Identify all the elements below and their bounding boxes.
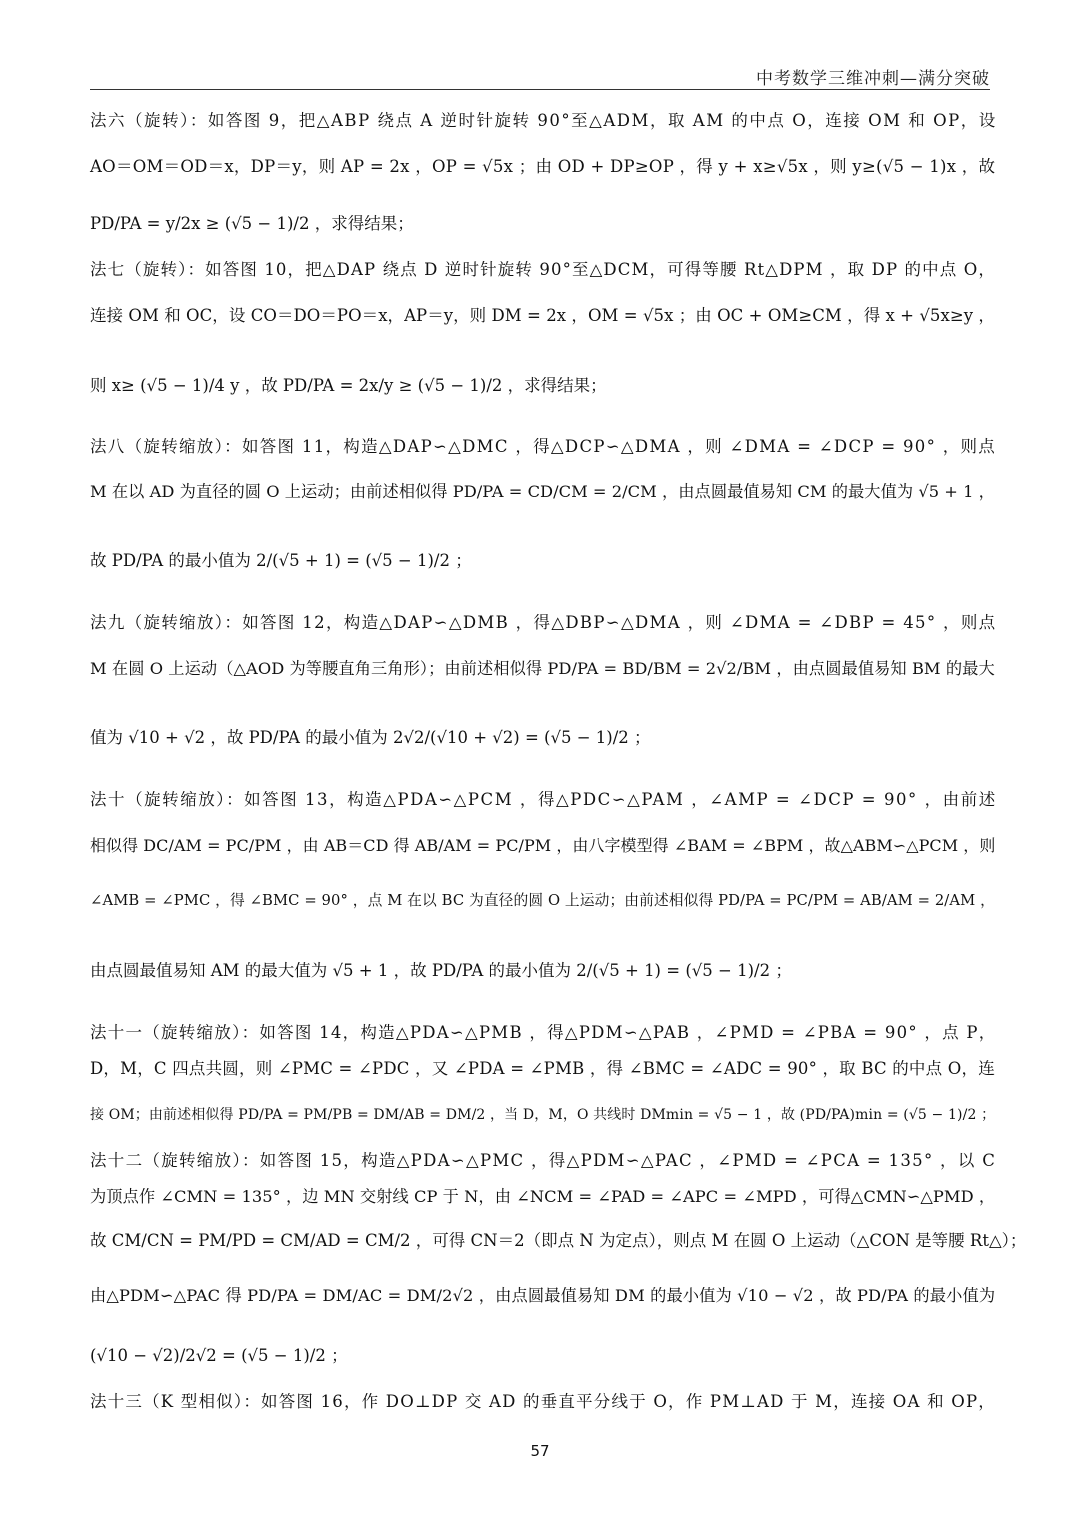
line-text: 连接 OM 和 OC，设 CO＝DO＝PO＝x，AP＝y，则 DM = 2x ，OM = √5x ；由 OC + OM≥CM ，得 x + √5x≥y ， xyxy=(90,306,995,325)
line-text: (√10 − √2)/2√2 = (√5 − 1)/2 ； xyxy=(90,1346,348,1365)
text-line xyxy=(90,789,995,811)
text-line xyxy=(90,1150,995,1172)
text-line xyxy=(90,1022,995,1044)
line-text: 由△PDM∽△PAC 得 PD/PA = DM/AC = DM/2√2 ，由点圆最值易知 DM 的最小值为 √10 − √2 ，故 PD/PA 的最小值为 xyxy=(90,1286,996,1305)
line-text: 法八（旋转缩放）：如答图 11，构造△DAP∽△DMC ，得△DCP∽△DMA ，则 ∠DMA = ∠DCP = 90° ，则点 xyxy=(90,437,997,456)
line-text: 故 PD/PA 的最小值为 2/(√5 + 1) = (√5 − 1)/2 ； xyxy=(90,551,472,570)
text-line xyxy=(90,436,995,458)
line-text: PD/PA = y/2x ≥ (√5 − 1)/2 ，求得结果； xyxy=(90,214,414,233)
line-text: 法十三（K 型相似）：如答图 16，作 DO⊥DP 交 AD 的垂直平分线于 O，作 PM⊥AD 于 M，连接 OA 和 OP， xyxy=(90,1392,996,1411)
page-header xyxy=(90,60,990,90)
header-rule xyxy=(90,89,990,90)
line-text: 法七（旋转）：如答图 10，把△DAP 绕点 D 逆时针旋转 90°至△DCM，可得等腰 Rt△DPM ，取 DP 的中点 O， xyxy=(90,260,997,279)
text-line xyxy=(90,835,995,857)
text-line xyxy=(90,1186,995,1208)
text-line xyxy=(90,1058,995,1080)
line-text: 接 OM；由前述相似得 PD/PA = PM/PB = DM/AB = DM/2 ，当 D，M，O 共线时 DMmin = √5 − 1 ，故 (PD/PA)min = (√5 − 1)/2 ； xyxy=(90,1107,996,1123)
text-line xyxy=(90,658,995,680)
text-line xyxy=(90,481,995,503)
line-text: D，M，C 四点共圆，则 ∠PMC = ∠PDC ，又 ∠PDA = ∠PMB ，得 ∠BMC = ∠ADC = 90° ，取 BC 的中点 O，连 xyxy=(90,1059,995,1078)
line-text: 法六（旋转）：如答图 9，把△ABP 绕点 A 逆时针旋转 90°至△ADM，取 AM 的中点 O，连接 OM 和 OP，设 xyxy=(90,111,997,130)
line-text: M 在圆 O 上运动（△AOD 为等腰直角三角形）；由前述相似得 PD/PA = BD/BM = 2√2/BM ，由点圆最值易知 BM 的最大 xyxy=(90,659,995,678)
line-text: ∠AMB = ∠PMC ，得 ∠BMC = 90° ，点 M 在以 BC 为直径的圆 O 上运动；由前述相似得 PD/PA = PC/PM = AB/AM = 2/AM ， xyxy=(90,892,995,909)
text-line xyxy=(90,1230,1027,1252)
line-text: 值为 √10 + √2 ，故 PD/PA 的最小值为 2√2/(√10 + √2) = (√5 − 1)/2 ； xyxy=(90,728,651,747)
line-text: AO＝OM＝OD＝x，DP＝y，则 AP = 2x ，OP = √5x ；由 OD + DP≥OP ，得 y + x≥√5x ，则 y≥(√5 − 1)x ，故 xyxy=(90,157,996,176)
text-line xyxy=(90,727,995,749)
text-line xyxy=(90,156,995,178)
line-text: M 在以 AD 为直径的圆 O 上运动；由前述相似得 PD/PA = CD/CM = 2/CM ，由点圆最值易知 CM 的最大值为 √5 + 1 ， xyxy=(90,482,995,501)
text-line xyxy=(90,1104,995,1126)
text-line xyxy=(90,1391,995,1413)
line-text: 相似得 DC/AM = PC/PM ，由 AB＝CD 得 AB/AM = PC/PM ，由八字模型得 ∠BAM = ∠BPM ，故△ABM∽△PCM ，则 xyxy=(90,836,996,855)
text-line xyxy=(90,1285,995,1307)
text-line xyxy=(90,1345,995,1367)
text-line xyxy=(90,960,995,982)
line-text: 由点圆最值易知 AM 的最大值为 √5 + 1 ，故 PD/PA 的最小值为 2/(√5 + 1) = (√5 − 1)/2 ； xyxy=(90,961,792,980)
text-line xyxy=(90,305,995,327)
line-text: 法十一（旋转缩放）：如答图 14，构造△PDA∽△PMB ，得△PDM∽△PAB ，∠PMD = ∠PBA = 90° ，点 P， xyxy=(90,1023,997,1042)
line-text: 法十（旋转缩放）：如答图 13，构造△PDA∽△PCM ，得△PDC∽△PAM ，∠AMP = ∠DCP = 90° ，由前述 xyxy=(90,790,997,809)
text-line xyxy=(90,612,995,634)
text-line xyxy=(90,375,995,397)
page-number: 57 xyxy=(530,1442,550,1460)
text-line xyxy=(90,550,995,572)
header-title: 中考数学三维冲刺—满分突破 xyxy=(756,69,990,89)
line-text: 为顶点作 ∠CMN = 135° ，边 MN 交射线 CP 于 N，由 ∠NCM = ∠PAD = ∠APC = ∠MPD ，可得△CMN∽△PMD ， xyxy=(90,1187,996,1206)
text-line xyxy=(90,259,995,281)
line-text: 故 CM/CN = PM/PD = CM/AD = CM/2 ，可得 CN＝2（即点 N 为定点），则点 M 在圆 O 上运动（△CON 是等腰 Rt△）； xyxy=(90,1231,1027,1250)
text-line xyxy=(90,890,995,912)
line-text: 法九（旋转缩放）：如答图 12，构造△DAP∽△DMB ，得△DBP∽△DMA ，则 ∠DMA = ∠DBP = 45° ，则点 xyxy=(90,613,997,632)
text-line xyxy=(90,213,995,235)
line-text: 法十二（旋转缩放）：如答图 15，构造△PDA∽△PMC ，得△PDM∽△PAC ，∠PMD = ∠PCA = 135° ，以 C xyxy=(90,1151,997,1170)
text-line xyxy=(90,110,995,132)
line-text: 则 x≥ (√5 − 1)/4 y ，故 PD/PA = 2x/y ≥ (√5 − 1)/2 ，求得结果； xyxy=(90,376,607,395)
